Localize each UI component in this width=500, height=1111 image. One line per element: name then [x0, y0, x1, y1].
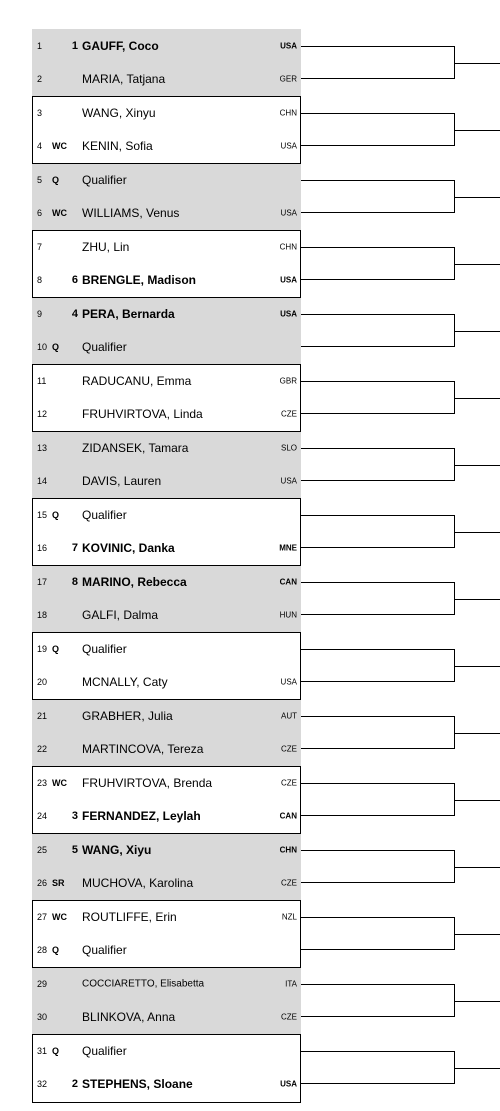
seed-number: 1	[71, 39, 78, 52]
draw-position-number: 21	[37, 710, 48, 721]
nationality-code: CZE	[281, 878, 297, 888]
draw-row	[32, 934, 301, 968]
draw-position-number: 5	[37, 174, 43, 185]
bracket-advance-line	[455, 599, 500, 600]
nationality-code: USA	[280, 677, 297, 687]
entry-type-badge: WC	[52, 777, 67, 788]
draw-position-number: 25	[37, 844, 48, 855]
player-name: ROUTLIFFE, Erin	[82, 909, 177, 924]
player-name: WANG, Xiyu	[82, 842, 152, 857]
nationality-code: CHN	[279, 108, 297, 118]
entry-type-badge: WC	[52, 141, 67, 152]
nationality-code: SLO	[280, 443, 297, 453]
bracket-advance-line	[455, 264, 500, 265]
bracket-connector	[301, 113, 455, 147]
player-name: Qualifier	[82, 340, 127, 355]
player-name: BRENGLE, Madison	[82, 273, 197, 288]
draw-position-number: 30	[37, 1012, 48, 1023]
draw-row	[32, 197, 301, 231]
bracket-connector	[301, 448, 455, 482]
draw-position-number: 23	[37, 777, 48, 788]
draw-row	[32, 800, 301, 834]
bracket-connector	[301, 381, 455, 415]
draw-position-number: 29	[37, 978, 48, 989]
nationality-code: CZE	[281, 409, 297, 419]
bracket-advance-line	[455, 532, 500, 533]
draw-row	[32, 130, 301, 164]
bracket-advance-line	[455, 800, 500, 801]
player-name: KENIN, Sofia	[82, 139, 153, 154]
player-name: MUCHOVA, Karolina	[82, 876, 194, 891]
nationality-code: CZE	[281, 744, 297, 754]
bracket-connector	[301, 247, 455, 281]
draw-row	[32, 163, 301, 197]
draw-row	[32, 599, 301, 633]
entry-type-badge: Q	[52, 509, 60, 520]
player-name: Qualifier	[82, 1043, 127, 1058]
bracket-advance-line	[455, 666, 500, 667]
nationality-code: USA	[280, 309, 297, 319]
nationality-code: CHN	[279, 242, 297, 252]
nationality-code: MNE	[279, 543, 297, 553]
player-name: GALFI, Dalma	[82, 608, 159, 623]
draw-position-number: 16	[37, 543, 48, 554]
nationality-code: HUN	[279, 610, 297, 620]
draw-position-number: 20	[37, 677, 48, 688]
bracket-advance-line	[455, 934, 500, 935]
nationality-code: USA	[280, 141, 297, 151]
nationality-code: NZL	[281, 912, 297, 922]
draw-row	[32, 900, 301, 934]
draw-row	[32, 1034, 301, 1068]
draw-position-number: 6	[37, 208, 43, 219]
player-name: MARINO, Rebecca	[82, 574, 187, 589]
draw-row	[32, 666, 301, 700]
draw-position-number: 22	[37, 744, 48, 755]
nationality-code: USA	[280, 208, 297, 218]
seed-number: 7	[71, 542, 78, 555]
draw-row	[32, 699, 301, 733]
bracket-advance-line	[455, 1068, 500, 1069]
draw-position-number: 19	[37, 643, 48, 654]
draw-row	[32, 733, 301, 767]
draw-row	[32, 29, 301, 63]
draw-row	[32, 867, 301, 901]
draw-position-number: 9	[37, 308, 43, 319]
player-name: Qualifier	[82, 172, 127, 187]
bracket-connector	[301, 180, 455, 214]
nationality-code: GBR	[279, 376, 297, 386]
nationality-code: GER	[279, 74, 297, 84]
draw-row	[32, 532, 301, 566]
entry-type-badge: WC	[52, 911, 67, 922]
bracket-advance-line	[455, 733, 500, 734]
bracket-advance-line	[455, 1001, 500, 1002]
bracket-connector	[301, 783, 455, 817]
draw-row	[32, 230, 301, 264]
bracket-connector	[301, 716, 455, 750]
bracket-connector	[301, 649, 455, 683]
draw-row	[32, 431, 301, 465]
draw-position-number: 26	[37, 878, 48, 889]
draw-position-number: 2	[37, 74, 43, 85]
player-name: FRUHVIRTOVA, Linda	[82, 407, 203, 422]
draw-row	[32, 465, 301, 499]
bracket-connector	[301, 582, 455, 616]
player-name: PERA, Bernarda	[82, 306, 175, 321]
player-name: DAVIS, Lauren	[82, 474, 162, 489]
draw-row	[32, 398, 301, 432]
bracket-connector	[301, 917, 455, 951]
player-name: Qualifier	[82, 507, 127, 522]
nationality-code: CZE	[281, 778, 297, 788]
player-name: Qualifier	[82, 943, 127, 958]
bracket-advance-line	[455, 130, 500, 131]
draw-row	[32, 833, 301, 867]
draw-row	[32, 632, 301, 666]
draw-row	[32, 364, 301, 398]
bracket-connector	[301, 314, 455, 348]
bracket-connector	[301, 850, 455, 884]
draw-position-number: 28	[37, 945, 48, 956]
bracket-connector	[301, 515, 455, 549]
draw-row	[32, 967, 301, 1001]
bracket-advance-line	[455, 197, 500, 198]
player-name: MARIA, Tatjana	[82, 72, 166, 87]
entry-type-badge: SR	[52, 878, 65, 889]
player-name: RADUCANU, Emma	[82, 373, 192, 388]
nationality-code: CZE	[281, 1012, 297, 1022]
player-name: WANG, Xinyu	[82, 105, 156, 120]
player-name: MARTINCOVA, Tereza	[82, 742, 204, 757]
draw-position-number: 12	[37, 409, 48, 420]
draw-position-number: 3	[37, 107, 43, 118]
bracket-connector	[301, 1051, 455, 1085]
draw-position-number: 8	[37, 275, 43, 286]
entry-type-badge: Q	[52, 174, 60, 185]
bracket-advance-line	[455, 398, 500, 399]
player-name: FRUHVIRTOVA, Brenda	[82, 775, 213, 790]
draw-position-number: 31	[37, 1045, 48, 1056]
nationality-code: USA	[280, 41, 297, 51]
player-name: BLINKOVA, Anna	[82, 1010, 176, 1025]
bracket-advance-line	[455, 867, 500, 868]
draw-row	[32, 498, 301, 532]
player-name: GRABHER, Julia	[82, 708, 173, 723]
entry-type-badge: Q	[52, 1045, 60, 1056]
nationality-code: AUT	[281, 711, 297, 721]
bracket-advance-line	[455, 331, 500, 332]
seed-number: 2	[71, 1078, 78, 1091]
draw-position-number: 24	[37, 811, 48, 822]
draw-row	[32, 766, 301, 800]
player-name: Qualifier	[82, 641, 127, 656]
nationality-code: USA	[280, 1079, 297, 1089]
seed-number: 4	[71, 307, 78, 320]
draw-position-number: 4	[37, 141, 43, 152]
player-name: WILLIAMS, Venus	[82, 206, 180, 221]
player-name: FERNANDEZ, Leylah	[82, 809, 201, 824]
draw-position-number: 32	[37, 1079, 48, 1090]
seed-number: 5	[71, 843, 78, 856]
draw-position-number: 27	[37, 911, 48, 922]
nationality-code: USA	[280, 275, 297, 285]
draw-row	[32, 264, 301, 298]
nationality-code: CAN	[279, 577, 297, 587]
nationality-code: ITA	[285, 979, 297, 989]
draw-position-number: 1	[37, 40, 43, 51]
bracket-advance-line	[455, 465, 500, 466]
draw-position-number: 15	[37, 509, 48, 520]
nationality-code: CHN	[279, 845, 297, 855]
draw-position-number: 14	[37, 476, 48, 487]
entry-type-badge: Q	[52, 945, 60, 956]
player-name: KOVINIC, Danka	[82, 541, 175, 556]
draw-position-number: 13	[37, 442, 48, 453]
draw-position-number: 18	[37, 610, 48, 621]
draw-row	[32, 63, 301, 97]
entry-type-badge: Q	[52, 643, 60, 654]
player-name: MCNALLY, Caty	[82, 675, 168, 690]
bracket-advance-line	[455, 63, 500, 64]
entry-type-badge: WC	[52, 208, 67, 219]
bracket-connector	[301, 984, 455, 1018]
seed-number: 6	[71, 274, 78, 287]
draw-position-number: 17	[37, 576, 48, 587]
player-name: STEPHENS, Sloane	[82, 1077, 193, 1092]
seed-number: 3	[71, 810, 78, 823]
player-name: GAUFF, Coco	[82, 38, 159, 53]
draw-position-number: 10	[37, 342, 48, 353]
draw-row	[32, 96, 301, 130]
draw-position-number: 11	[37, 375, 47, 386]
draw-row	[32, 565, 301, 599]
player-name: ZHU, Lin	[82, 239, 130, 254]
entry-type-badge: Q	[52, 342, 60, 353]
draw-row	[32, 331, 301, 365]
seed-number: 8	[71, 575, 78, 588]
player-name: COCCIARETTO, Elisabetta	[82, 978, 205, 990]
nationality-code: CAN	[279, 811, 297, 821]
player-name: ZIDANSEK, Tamara	[82, 440, 189, 455]
draw-row	[32, 297, 301, 331]
draw-position-number: 7	[37, 241, 43, 252]
bracket-connector	[301, 46, 455, 80]
draw-row	[32, 1001, 301, 1035]
nationality-code: USA	[280, 476, 297, 486]
draw-row	[32, 1068, 301, 1102]
